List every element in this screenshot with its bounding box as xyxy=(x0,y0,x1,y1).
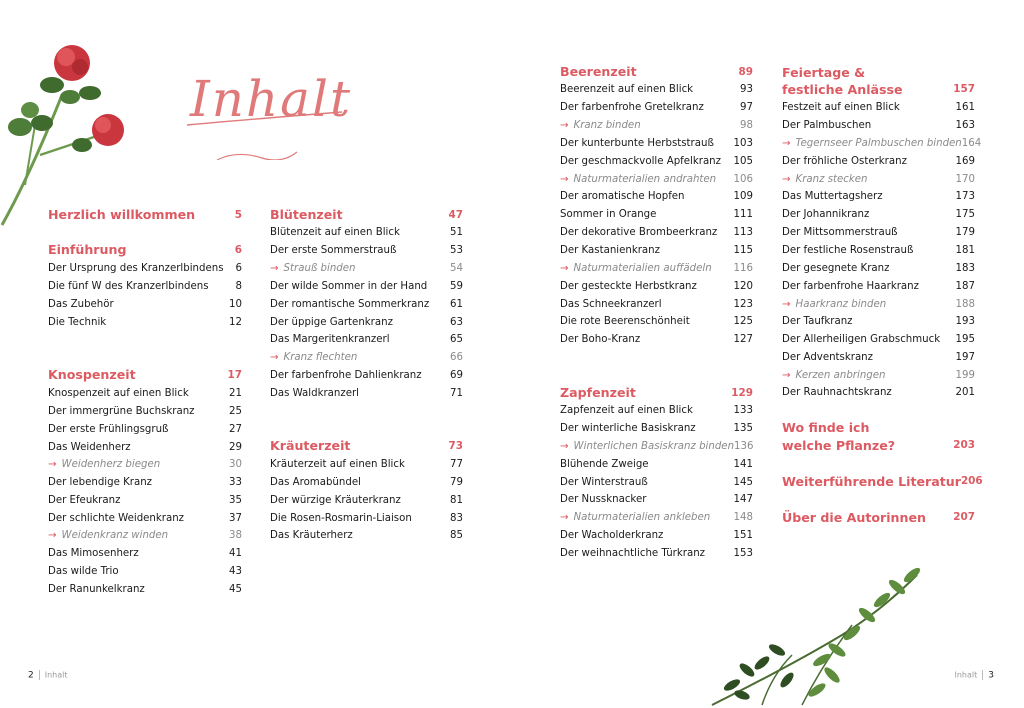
toc-entry[interactable]: Der winterliche Basiskranz 135 xyxy=(560,423,753,434)
toc-entry[interactable]: Blütenzeit auf einen Blick 51 xyxy=(270,227,463,238)
toc-subentry[interactable]: → Weidenkranz winden 38 xyxy=(48,530,242,541)
toc-entry[interactable]: Der farbenfrohe Haarkranz 187 xyxy=(782,281,975,292)
toc-entry[interactable]: Kräuterzeit auf einen Blick 77 xyxy=(270,459,463,470)
page-number: 2 xyxy=(28,670,34,681)
toc-subentry[interactable]: → Kranz flechten 66 xyxy=(270,352,463,363)
toc-subentry[interactable]: → Kranz binden 98 xyxy=(560,120,753,131)
toc-subentry[interactable]: → Kerzen anbringen 199 xyxy=(782,370,975,381)
toc-entry[interactable]: Der romantische Sommerkranz 61 xyxy=(270,299,463,310)
toc-entry[interactable]: Das Weidenherz 29 xyxy=(48,442,242,453)
arrow-right-icon: → xyxy=(560,441,569,452)
toc-entry[interactable]: Der schlichte Weidenkranz 37 xyxy=(48,513,242,524)
toc-entry[interactable]: Die Technik 12 xyxy=(48,317,242,328)
toc-section[interactable]: Herzlich willkommen 5 xyxy=(48,207,242,222)
toc-entry[interactable]: Der gesteckte Herbstkranz 120 xyxy=(560,281,753,292)
toc-entry[interactable]: Der dekorative Brombeerkranz 113 xyxy=(560,227,753,238)
toc-subentry[interactable]: → Winterlichen Basiskranz binden 136 xyxy=(560,441,754,452)
toc-entry[interactable]: Der aromatische Hopfen 109 xyxy=(560,191,753,202)
toc-entry[interactable]: Das Kräuterherz 85 xyxy=(270,530,463,541)
toc-entry[interactable]: Der Wacholderkranz 151 xyxy=(560,530,753,541)
toc-entry[interactable]: Der farbenfrohe Dahlienkranz 69 xyxy=(270,370,463,381)
toc-entry[interactable]: Der gesegnete Kranz 183 xyxy=(782,263,975,274)
toc-column-1 xyxy=(48,207,242,607)
arrow-right-icon: → xyxy=(560,174,569,185)
footer-divider xyxy=(982,670,983,680)
title-block xyxy=(182,70,352,160)
toc-section[interactable]: Feiertage & xyxy=(782,65,866,80)
toc-section[interactable]: Über die Autorinnen 207 xyxy=(782,510,975,525)
toc-entry[interactable]: Der geschmackvolle Apfelkranz 105 xyxy=(560,156,753,167)
footer-divider xyxy=(39,670,40,680)
toc-entry[interactable]: Das Aromabündel 79 xyxy=(270,477,463,488)
toc-entry[interactable]: Der erste Frühlingsgruß 27 xyxy=(48,424,242,435)
toc-entry[interactable]: Der fröhliche Osterkranz 169 xyxy=(782,156,975,167)
toc-entry[interactable]: Der weihnachtliche Türkranz 153 xyxy=(560,548,753,559)
toc-section[interactable]: Beerenzeit 89 xyxy=(560,64,753,79)
toc-entry[interactable]: Der Palmbuschen 163 xyxy=(782,120,975,131)
toc-section[interactable]: welche Pflanze? 203 xyxy=(782,438,975,453)
toc-section[interactable]: Wo finde ich xyxy=(782,420,870,435)
leaf-branch-illustration xyxy=(702,555,942,708)
footer-label: Inhalt xyxy=(44,670,68,680)
toc-subentry[interactable]: → Naturmaterialien andrahten 106 xyxy=(560,174,753,185)
toc-entry[interactable]: Der wilde Sommer in der Hand 59 xyxy=(270,281,463,292)
toc-section[interactable]: Einführung 6 xyxy=(48,242,242,257)
arrow-right-icon: → xyxy=(560,120,569,131)
toc-entry[interactable]: Der Mittsommerstrauß 179 xyxy=(782,227,975,238)
toc-entry[interactable]: Knospenzeit auf einen Blick 21 xyxy=(48,388,242,399)
toc-column-2 xyxy=(270,207,463,547)
toc-subentry[interactable]: → Kranz stecken 170 xyxy=(782,174,975,185)
toc-entry[interactable]: Festzeit auf einen Blick 161 xyxy=(782,102,975,113)
toc-entry[interactable]: Die rote Beerenschönheit 125 xyxy=(560,316,753,327)
toc-subentry[interactable]: → Naturmaterialien ankleben 148 xyxy=(560,512,753,523)
toc-entry[interactable]: Der Nussknacker 147 xyxy=(560,494,753,505)
toc-section[interactable]: Weiterführende Literatur 206 xyxy=(782,474,983,489)
toc-subentry[interactable]: → Tegernseer Palmbuschen binden 164 xyxy=(782,138,982,149)
toc-entry[interactable]: Der Adventskranz 197 xyxy=(782,352,975,363)
toc-column-4 xyxy=(782,64,983,534)
toc-section[interactable]: festliche Anlässe 157 xyxy=(782,82,975,97)
toc-column-3 xyxy=(560,64,753,564)
toc-entry[interactable]: Der Ranunkelkranz 45 xyxy=(48,584,242,595)
toc-entry[interactable]: Die fünf W des Kranzerlbindens 8 xyxy=(48,281,242,292)
arrow-right-icon: → xyxy=(270,263,279,274)
toc-entry[interactable]: Der Kastanienkranz 115 xyxy=(560,245,753,256)
toc-entry[interactable]: Das wilde Trio 43 xyxy=(48,566,242,577)
toc-entry[interactable]: Der kunterbunte Herbststrauß 103 xyxy=(560,138,753,149)
toc-section[interactable]: Zapfenzeit 129 xyxy=(560,385,753,400)
toc-entry[interactable]: Sommer in Orange 111 xyxy=(560,209,753,220)
footer-right xyxy=(955,670,995,681)
footer-label: Inhalt xyxy=(954,670,978,680)
toc-entry[interactable]: Der Efeukranz 35 xyxy=(48,495,242,506)
toc-entry[interactable]: Der Taufkranz 193 xyxy=(782,316,975,327)
arrow-right-icon: → xyxy=(48,459,57,470)
toc-entry[interactable]: Der lebendige Kranz 33 xyxy=(48,477,242,488)
toc-entry[interactable]: Das Waldkranzerl 71 xyxy=(270,388,463,399)
page-title: Inhalt xyxy=(190,70,353,128)
page-number: 3 xyxy=(988,670,994,681)
toc-entry[interactable]: Der Ursprung des Kranzerlbindens 6 xyxy=(48,263,242,274)
toc-entry[interactable]: Beerenzeit auf einen Blick 93 xyxy=(560,84,753,95)
title-swash xyxy=(182,90,357,160)
toc-entry[interactable]: Der Allerheiligen Grabschmuck 195 xyxy=(782,334,975,345)
toc-entry[interactable]: Das Mimosenherz 41 xyxy=(48,548,242,559)
toc-entry[interactable]: Das Schneekranzerl 123 xyxy=(560,299,753,310)
arrow-right-icon: → xyxy=(782,370,791,381)
toc-entry[interactable]: Der erste Sommerstrauß 53 xyxy=(270,245,463,256)
toc-section[interactable]: Kräuterzeit 73 xyxy=(270,438,463,453)
toc-subentry[interactable]: → Strauß binden 54 xyxy=(270,263,463,274)
footer-left xyxy=(28,670,68,681)
toc-entry[interactable]: Der Winterstrauß 145 xyxy=(560,477,753,488)
arrow-right-icon: → xyxy=(782,138,791,149)
arrow-right-icon: → xyxy=(782,299,791,310)
arrow-right-icon: → xyxy=(560,512,569,523)
toc-subentry[interactable]: → Naturmaterialien auffädeln 116 xyxy=(560,263,753,274)
toc-entry[interactable]: Der würzige Kräuterkranz 81 xyxy=(270,495,463,506)
clover-illustration xyxy=(0,35,135,230)
arrow-right-icon: → xyxy=(48,530,57,541)
toc-entry[interactable]: Das Zubehör 10 xyxy=(48,299,242,310)
toc-entry[interactable]: Der Boho-Kranz 127 xyxy=(560,334,753,345)
toc-entry[interactable]: Die Rosen-Rosmarin-Liaison 83 xyxy=(270,513,463,524)
toc-entry[interactable]: Blühende Zweige 141 xyxy=(560,459,753,470)
arrow-right-icon: → xyxy=(560,263,569,274)
arrow-right-icon: → xyxy=(782,174,791,185)
arrow-right-icon: → xyxy=(270,352,279,363)
toc-entry[interactable]: Der Johannikranz 175 xyxy=(782,209,975,220)
toc-entry[interactable]: Der Rauhnachtskranz 201 xyxy=(782,387,975,398)
toc-subentry[interactable]: → Weidenherz biegen 30 xyxy=(48,459,242,470)
right-page xyxy=(512,0,1024,708)
toc-entry[interactable]: Das Muttertagsherz 173 xyxy=(782,191,975,202)
toc-subentry[interactable]: → Haarkranz binden 188 xyxy=(782,299,975,310)
toc-section[interactable]: Knospenzeit 17 xyxy=(48,367,242,382)
toc-entry[interactable]: Der immergrüne Buchskranz 25 xyxy=(48,406,242,417)
toc-entry[interactable]: Der farbenfrohe Gretelkranz 97 xyxy=(560,102,753,113)
toc-entry[interactable]: Zapfenzeit auf einen Blick 133 xyxy=(560,405,753,416)
toc-section[interactable]: Blütenzeit 47 xyxy=(270,207,463,222)
toc-entry[interactable]: Der üppige Gartenkranz 63 xyxy=(270,317,463,328)
toc-entry[interactable]: Der festliche Rosenstrauß 181 xyxy=(782,245,975,256)
toc-entry[interactable]: Das Margeritenkranzerl 65 xyxy=(270,334,463,345)
